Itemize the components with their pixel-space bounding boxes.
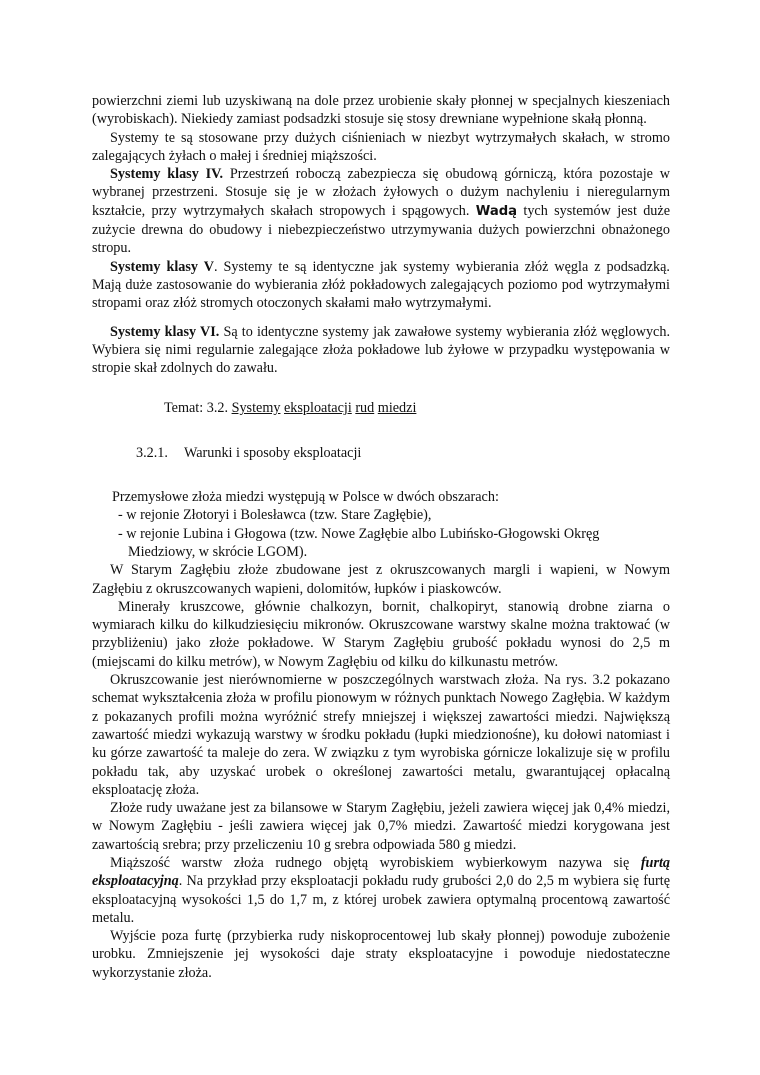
subsection-heading [92, 444, 670, 462]
paragraph-11: Wyjście poza furtę (przybierka rudy niskoprocentowej lub skały płonnej) powoduje zubożenie urobku. Zmniejszenie jej wysokości daje straty eksploatacyjne i powoduje niedostateczne wykorzystanie złoża. [92, 928, 670, 981]
flaw-text: tych systemów jest duże zużycie drewna do obudowy i niebezpieczeństwo utrzymywania dużych powierzchni obnażonego stropu. [92, 202, 670, 257]
flaw-label: Wadą [475, 203, 518, 219]
furta-term: furtą eksploatacyjną [92, 854, 670, 890]
paragraph-10 [92, 854, 670, 927]
class-iv-text: Przestrzeń roboczą zabezpiecza się obudową górniczą, która pozostaje w wybranej przestrzeni. Stosuje się je w złożach żyłowych o dużym nachyleniu i nieregularnym kształcie, przy wytrzymałych skałach stropowych i spągowych. [92, 166, 670, 219]
topic-heading [92, 399, 670, 417]
document-page [92, 92, 670, 982]
p10-end: . Na przykład przy eksploatacji pokładu rudy grubości 2,0 do 2,5 m wybiera się furtę eksploatacyjną wysokości 1,5 do 1,7 m, z której urobek zawiera optymalną procentową zawartość metalu. [92, 873, 670, 926]
paragraph-1: powierzchni ziemi lub uzyskiwaną na dole przez urobienie skały płonnej w specjalnych kieszeniach (wyrobiskach). Niekiedy zamiast podsadzki stosuje się stosy drewniane wypełnione skałą płonną. [92, 93, 670, 128]
subsection-number: 3.2.1. [136, 444, 168, 461]
paragraph-6: W Starym Zagłębiu złoże zbudowane jest z okruszcowanych margli i wapieni, w Nowym Zagłębiu z okruszcowanych wapieni, dolomitów, łupków i piaskowców. [92, 562, 670, 597]
paragraph-class-iv [92, 165, 670, 257]
paragraph-7: Minerały kruszcowe, głównie chalkozyn, bornit, chalkopiryt, stanowią drobne ziarna o wymiarach kilku do kilkudziesięciu mikronów. Okruszcowane warstwy skalne można traktować (w przybliżeniu) jako złoże pokładowe. W Starym Zagłębiu grubość pokładu wynosi do 2,5 m (miejscami do kilku metrów), w Nowym Zagłębiu od kilku do kilkunastu metrów. [92, 598, 670, 670]
topic-word-2: eksploatacji [284, 400, 352, 417]
class-v-text: . Systemy te są identyczne jak systemy wybierania złóż węgla z podsadzką. Mają duże zastosowanie do wybierania złóż pokładowych zalegających poziomo pod wytrzymałymi stropami oraz złóż stromych otoczonych skałami mało wytrzymałymi. [92, 258, 670, 312]
list-item-2-continued: Miedziowy, w skrócie LGOM). [128, 543, 308, 560]
paragraph-8: Okruszcowanie jest nierównomierne w poszczególnych warstwach złoża. Na rys. 3.2 pokazano schemat wykształcenia złoża w profilu pionowym w różnych punktach Nowego Zagłębia. W każdym z pokazanych profili można wyróżnić strefy mniejszej i większej zawartości miedzi. Największą zawartość miedzi wykazują warstwy w środku pokładu (łupki miedzionośne), ku dołowi natomiast i ku górze zawartość ta maleje do zera. W związku z tym wyrobiska górnicze lokalizuje się w profilu pokładu tak, aby uzyskać urobek o określonej zawartości metalu, gwarantującej opłacalną eksploatację złoża. [92, 672, 670, 798]
intro-text: Przemysłowe złoża miedzi występują w Polsce w dwóch obszarach: [112, 489, 499, 506]
list-item-2: - w rejonie Lubina i Głogowa (tzw. Nowe Zagłębie albo Lubińsko-Głogowski Okręg [118, 525, 600, 542]
subsection-title: Warunki i sposoby eksploatacji [184, 444, 362, 461]
class-vi-text: Są to identyczne systemy jak zawałowe systemy wybierania złóż węglowych. Wybiera się nimi regularnie zalegające złoża pokładowe lub żyłowe w przypadku występowania w stropie skał zdolnych do zawału. [92, 323, 670, 377]
topic-word-3: rud [355, 400, 375, 417]
class-iv-label: Systemy klasy IV. [110, 166, 224, 183]
paragraph-class-vi [92, 323, 670, 378]
topic-word-1: Systemy [231, 400, 281, 417]
topic-word-4: miedzi [377, 400, 417, 417]
topic-prefix: Temat: 3.2. [164, 400, 229, 417]
paragraph-class-v [92, 258, 670, 313]
paragraph-9: Złoże rudy uważane jest za bilansowe w Starym Zagłębiu, jeżeli zawiera więcej jak 0,4% miedzi, w Nowym Zagłębiu - jeśli zawiera więcej jak 0,7% miedzi. Zawartość miedzi korygowana jest zawartością srebra; przy przeliczeniu 10 g srebra odpowiada 580 g miedzi. [92, 800, 670, 853]
paragraph-2: Systemy te są stosowane przy dużych ciśnieniach w niezbyt wytrzymałych skałach, w stromo zalegających żyłach o małej i średniej miąższości. [92, 129, 670, 164]
class-v-label: Systemy klasy V [110, 258, 214, 275]
class-vi-label: Systemy klasy VI. [110, 323, 220, 340]
list-item-1: - w rejonie Złotoryi i Bolesławca (tzw. Stare Zagłębie), [118, 507, 432, 524]
p10-start: Miąższość warstw złoża rudnego objętą wyrobiskiem wybierkowym nazywa się [110, 854, 641, 871]
